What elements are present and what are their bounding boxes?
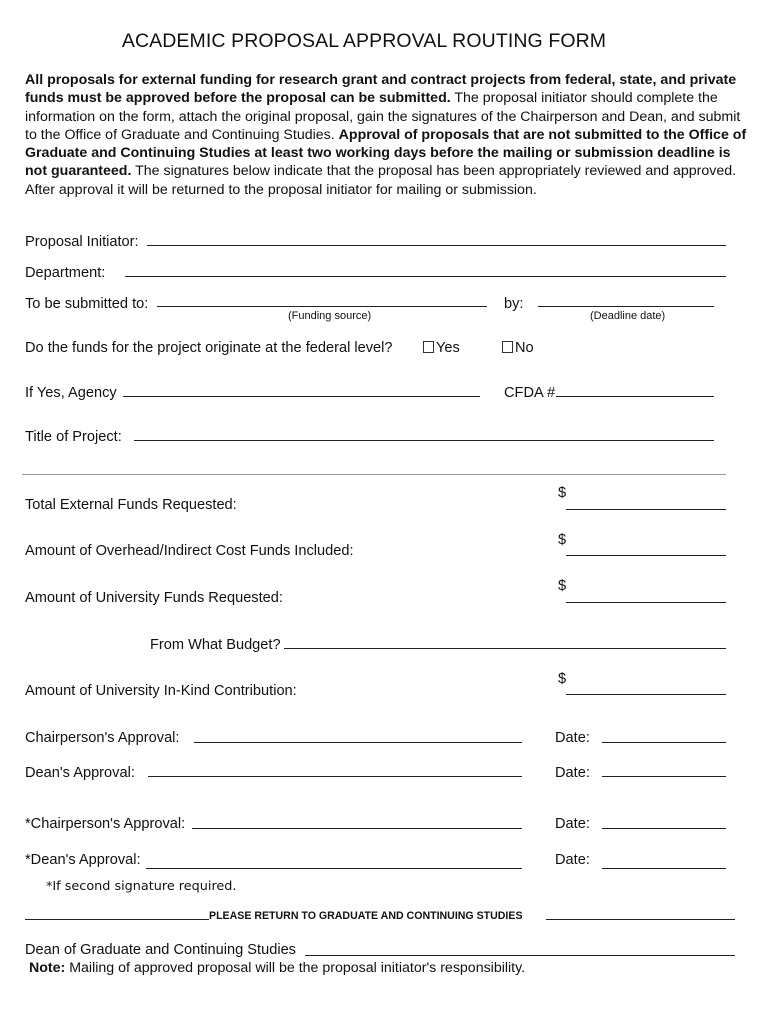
note-text: Mailing of approved proposal will be the proposal initiator's responsibility. [65,960,526,976]
proposal-initiator-label: Proposal Initiator: [25,234,139,250]
second-chair-date-label: Date: [555,816,590,832]
in-kind-field[interactable] [566,694,726,695]
total-external-label: Total External Funds Requested: [25,497,237,513]
instructions-bold-2: Approval of proposals that are not submitted to the Office of Graduate and Continuing Studies at least two working days before the mailing or submission deadline is not guaranteed. [25,126,747,180]
currency-symbol: $ [558,578,567,594]
currency-symbol: $ [558,532,567,548]
project-title-label: Title of Project: [25,429,122,445]
second-chair-approval-label: *Chairperson's Approval: [25,816,186,832]
responsibility-note [29,960,525,976]
second-chair-signature-field[interactable] [192,828,522,829]
department-field[interactable] [125,276,726,277]
by-label: by: [504,296,524,312]
dean-date-field[interactable] [602,776,726,777]
department-label: Department: [25,265,106,281]
dean-graduate-signature-field[interactable] [305,955,735,956]
funding-source-field[interactable] [157,306,487,307]
instructions-paragraph [25,71,750,199]
yes-label: Yes [436,340,460,356]
instructions-bold-1: All proposals for external funding for research grant and contract projects from federal, state, and private funds must be approved before the proposal can be submitted. [25,72,737,107]
federal-question-label: Do the funds for the project originate at the federal level? [25,340,393,356]
second-signature-footnote: *If second signature required. [46,879,237,894]
currency-symbol: $ [558,671,567,687]
in-kind-label: Amount of University In-Kind Contribution: [25,683,297,699]
second-dean-approval-label: *Dean's Approval: [25,852,141,868]
dean-date-label: Date: [555,765,590,781]
deadline-date-caption: (Deadline date) [590,310,666,322]
yes-checkbox[interactable] [423,341,434,353]
dean-graduate-label: Dean of Graduate and Continuing Studies [25,942,296,958]
overhead-label: Amount of Overhead/Indirect Cost Funds Included: [25,543,354,559]
no-checkbox[interactable] [502,341,513,353]
second-dean-signature-field[interactable] [146,868,522,869]
chair-date-field[interactable] [602,742,726,743]
yes-option[interactable] [423,340,460,356]
agency-field[interactable] [123,396,480,397]
no-label: No [515,340,534,356]
cfda-field[interactable] [556,396,714,397]
university-funds-label: Amount of University Funds Requested: [25,590,283,606]
university-funds-field[interactable] [566,602,726,603]
chair-date-label: Date: [555,730,590,746]
return-instruction: PLEASE RETURN TO GRADUATE AND CONTINUING STUDIES [209,910,523,922]
chair-signature-field[interactable] [194,742,522,743]
from-budget-field[interactable] [284,648,726,649]
return-rule-left [25,919,209,920]
from-budget-label: From What Budget? [150,637,281,653]
funding-source-caption: (Funding source) [288,310,372,322]
submitted-to-label: To be submitted to: [25,296,149,312]
instructions-text-2: The signatures below indicate that the proposal has been appropriately reviewed and approved. After approval it will be returned to the proposal initiator for mailing or submission. [25,163,737,198]
cfda-label: CFDA # [504,385,556,401]
second-chair-date-field[interactable] [602,828,726,829]
dean-approval-label: Dean's Approval: [25,765,135,781]
agency-label: If Yes, Agency [25,385,117,401]
project-title-field[interactable] [134,440,714,441]
note-label: Note: [29,960,66,976]
instructions-text-1: The proposal initiator should complete the information on the form, attach the original proposal, gain the signatures of the Chairperson and Dean, and submit to the Office of Graduate and Continuing Studies. [25,90,741,143]
no-option[interactable] [502,340,534,356]
chair-approval-label: Chairperson's Approval: [25,730,180,746]
total-external-field[interactable] [566,509,726,510]
section-divider [22,474,726,475]
return-rule-right [546,919,735,920]
page-title: ACADEMIC PROPOSAL APPROVAL ROUTING FORM [121,30,607,52]
currency-symbol: $ [558,485,567,501]
second-dean-date-label: Date: [555,852,590,868]
proposal-initiator-field[interactable] [147,245,726,246]
deadline-date-field[interactable] [538,306,714,307]
dean-signature-field[interactable] [148,776,522,777]
second-dean-date-field[interactable] [602,868,726,869]
overhead-field[interactable] [566,555,726,556]
